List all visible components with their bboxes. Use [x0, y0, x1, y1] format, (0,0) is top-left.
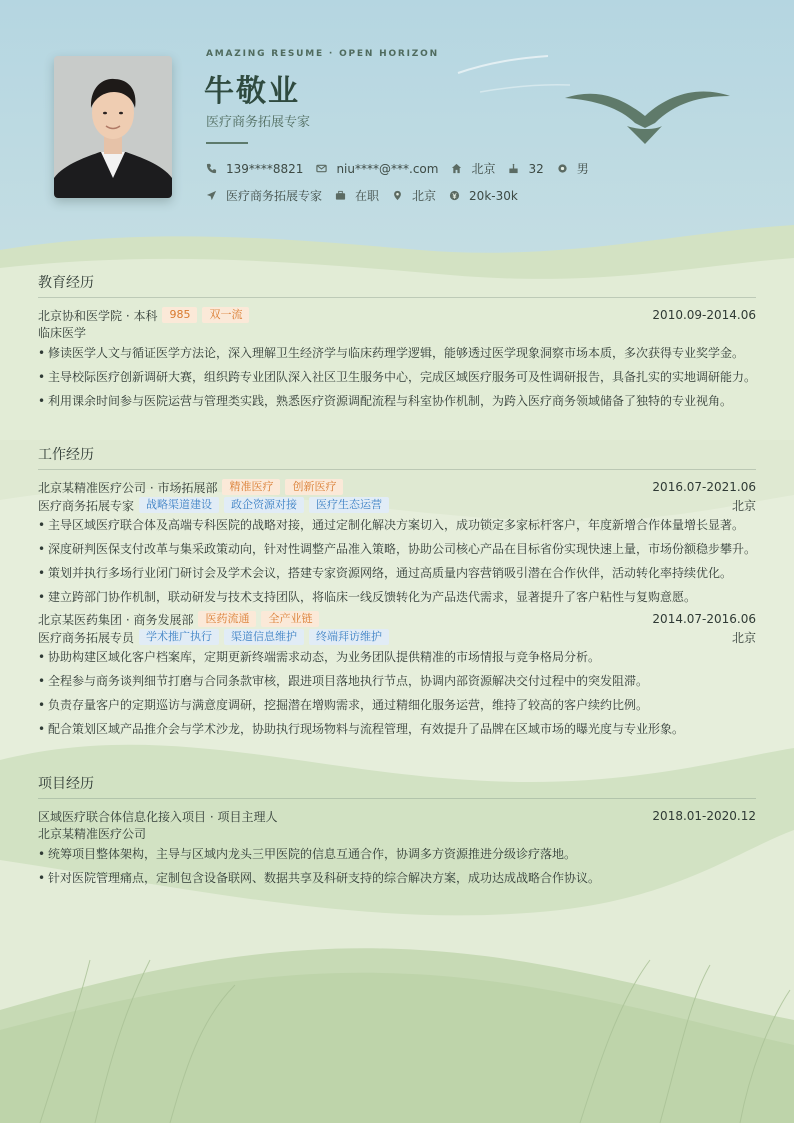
job-city: 北京 — [731, 630, 756, 645]
project-org: 北京某精准医疗公司 — [38, 827, 147, 841]
list-item: • 修读医学人文与循证医学方法论，深入理解卫生经济学与临床药理学逻辑，能够透过医学现象洞察市场本质，多次获得专业奖学金。 — [38, 342, 756, 364]
target-position-text: 医疗商务拓展专家 — [226, 189, 323, 203]
resume-tagline: AMAZING RESUME · OPEN HORIZON — [206, 49, 439, 59]
work-section-title: 工作经历 — [38, 444, 756, 470]
skill-tag: 战略渠道建设 — [139, 497, 219, 513]
target-city-info — [392, 187, 436, 204]
work-section — [38, 444, 756, 742]
job-position: 医疗商务拓展专员 — [38, 630, 135, 645]
skill-tag: 渠道信息维护 — [224, 629, 304, 645]
candidate-title: 医疗商务拓展专家 — [206, 115, 311, 130]
send-icon — [206, 190, 217, 201]
skill-tag: 医疗生态运营 — [309, 497, 389, 513]
company-tag: 医药流通 — [198, 611, 256, 627]
school-tag: 双一流 — [202, 307, 249, 323]
project-date: 2018.01-2020.12 — [652, 809, 756, 823]
list-item: • 建立跨部门协作机制，联动研发与技术支持团队，将临床一线反馈转化为产品迭代需求，显著提升了客户粘性与复购意愿。 — [38, 586, 756, 608]
email-text: niu****@***.com — [336, 161, 439, 176]
salary-info — [449, 189, 518, 203]
company-tag: 创新医疗 — [285, 479, 343, 495]
job-info-row — [206, 187, 531, 204]
status-info — [335, 187, 379, 204]
list-item: • 利用课余时间参与医院运营与管理类实践，熟悉医疗资源调配流程与科室协作机制，为跨入医疗商务领域储备了独特的专业视角。 — [38, 390, 756, 412]
job-date: 2014.07-2016.06 — [652, 612, 756, 626]
job-date: 2016.07-2021.06 — [652, 480, 756, 494]
job-position-row — [38, 496, 756, 514]
company-tag: 精准医疗 — [222, 479, 280, 495]
job-position: 医疗商务拓展专家 — [38, 498, 135, 513]
company-tag: 全产业链 — [261, 611, 319, 627]
job-position-row — [38, 628, 756, 646]
project-section — [38, 773, 756, 891]
job-header-row — [38, 478, 756, 496]
gender-info — [557, 160, 589, 177]
location-pin-icon — [392, 190, 403, 201]
list-item: • 深度研判医保支付改革与集采政策动向，针对性调整产品准入策略，协助公司核心产品在目标省份实现快速上量，市场份额稳步攀升。 — [38, 538, 756, 560]
skill-tag: 终端拜访维护 — [309, 629, 389, 645]
project-bullets — [38, 843, 756, 889]
project-section-title: 项目经历 — [38, 773, 756, 799]
company-name: 北京某医药集团 · 商务发展部 — [38, 612, 194, 627]
list-item: • 针对医院管理痛点，定制包含设备联网、数据共享及科研支持的综合解决方案，成功达成战略合作协议。 — [38, 867, 756, 889]
project-name: 区域医疗联合体信息化接入项目 · 项目主理人 — [38, 809, 278, 824]
job-header-row — [38, 610, 756, 628]
salary-text: 20k-30k — [469, 188, 518, 203]
list-item: • 配合策划区域产品推介会与学术沙龙，协助执行现场物料与流程管理，有效提升了品牌在区域市场的曝光度与专业形象。 — [38, 718, 756, 740]
gender-icon — [557, 163, 568, 174]
age-text: 32 — [528, 161, 544, 176]
company-name: 北京某精准医疗公司 · 市场拓展部 — [38, 480, 218, 495]
education-section-title: 教育经历 — [38, 272, 756, 298]
list-item: • 协助构建区域化客户档案库，定期更新终端需求动态，为业务团队提供精准的市场情报与竞争格局分析。 — [38, 646, 756, 668]
candidate-name: 牛敬业 — [204, 74, 300, 109]
mail-icon — [316, 163, 327, 174]
email-info — [316, 162, 438, 176]
education-date: 2010.09-2014.06 — [652, 308, 756, 322]
list-item: • 主导区域医疗联合体及高端专科医院的战略对接，通过定制化解决方案切入，成功锁定多家标杆客户，年度新增合作体量增长显著。 — [38, 514, 756, 536]
title-divider — [206, 142, 248, 144]
skill-tag: 学术推广执行 — [139, 629, 219, 645]
target-city-text: 北京 — [412, 189, 437, 203]
contact-info-row — [206, 160, 602, 177]
project-header-row — [38, 807, 756, 825]
job-city: 北京 — [731, 498, 756, 513]
phone-text: 139****8821 — [226, 161, 304, 176]
job-bullets — [38, 646, 756, 740]
list-item: • 统筹项目整体架构，主导与区域内龙头三甲医院的信息互通合作，协调多方资源推进分级诊疗落地。 — [38, 843, 756, 865]
education-bullets — [38, 342, 756, 412]
school-name: 北京协和医学院 · 本科 — [38, 308, 158, 323]
phone-info — [206, 162, 303, 176]
cake-icon — [508, 163, 519, 174]
status-text: 在职 — [355, 189, 380, 203]
list-item: • 负责存量客户的定期巡访与满意度调研，挖掘潜在增购需求，通过精细化服务运营，维持了较高的客户续约比例。 — [38, 694, 756, 716]
bird-decoration — [560, 78, 735, 148]
job-bullets — [38, 514, 756, 608]
education-header-row — [38, 306, 756, 324]
list-item: • 主导校际医疗创新调研大赛，组织跨专业团队深入社区卫生服务中心，完成区域医疗服务可及性调研报告，具备扎实的实地调研能力。 — [38, 366, 756, 388]
home-info — [451, 160, 495, 177]
salary-icon — [449, 190, 460, 201]
briefcase-icon — [335, 190, 346, 201]
target-position-info — [206, 187, 322, 204]
avatar-photo — [54, 56, 172, 198]
list-item: • 策划并执行多场行业闭门研讨会及学术会议，搭建专家资源网络，通过高质量内容营销吸引潜在合作伙伴，活动转化率持续优化。 — [38, 562, 756, 584]
home-icon — [451, 163, 462, 174]
education-section — [38, 272, 756, 414]
list-item: • 全程参与商务谈判细节打磨与合同条款审核，跟进项目落地执行节点，协调内部资源解决交付过程中的突发阻滞。 — [38, 670, 756, 692]
skill-tag: 政企资源对接 — [224, 497, 304, 513]
phone-icon — [206, 163, 217, 174]
gender-text: 男 — [576, 162, 589, 176]
home-text: 北京 — [471, 162, 496, 176]
age-info — [508, 162, 543, 176]
school-tag: 985 — [162, 307, 197, 323]
education-major: 临床医学 — [38, 326, 87, 340]
